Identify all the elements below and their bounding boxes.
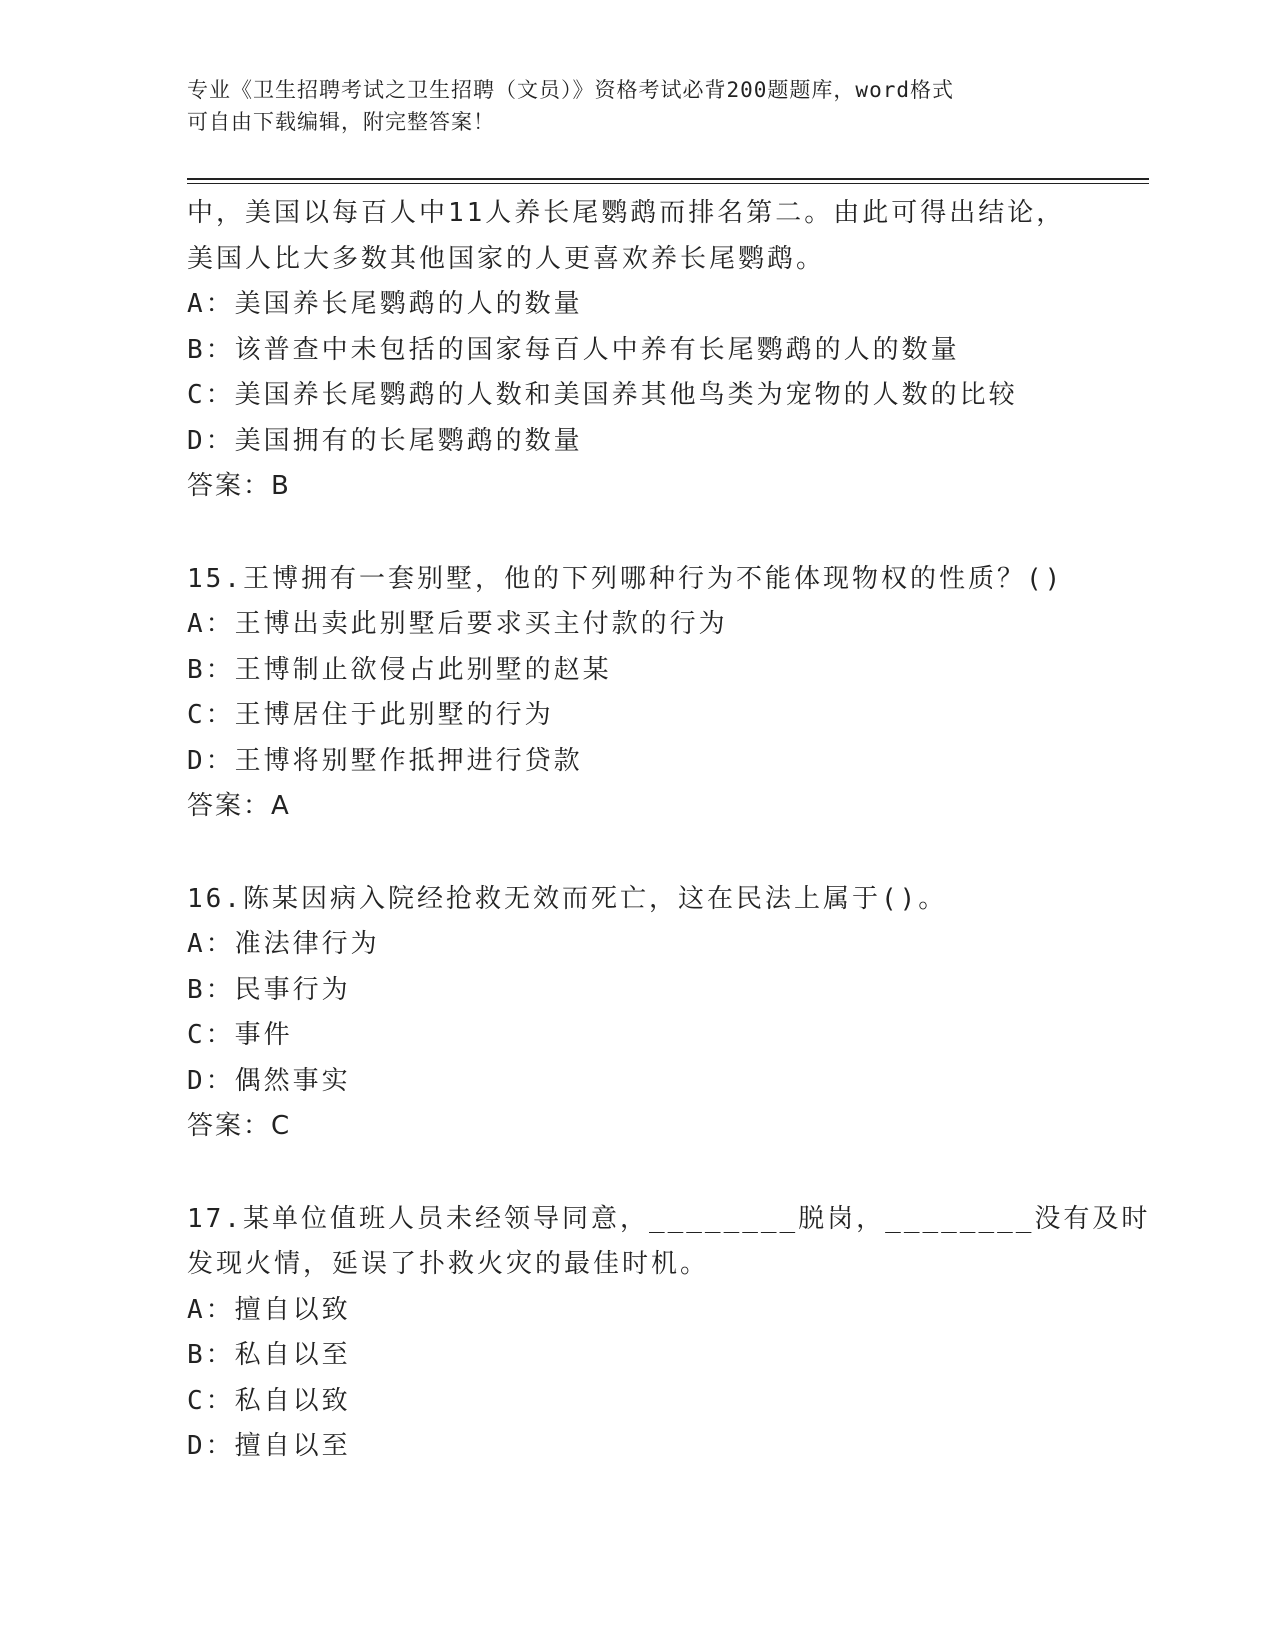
question-16	[187, 877, 1087, 1150]
header-line-1: 专业《卫生招聘考试之卫生招聘（文员）》资格考试必背200题题库，word格式	[187, 78, 954, 102]
question-stem: 美国人比大多数其他国家的人更喜欢养长尾鹦鹉。	[187, 243, 826, 274]
option-a: A：擅自以致	[187, 1294, 351, 1325]
option-b: B：该普查中未包括的国家每百人中养有长尾鹦鹉的人的数量	[187, 334, 960, 365]
option-d: D：王博将别墅作抵押进行贷款	[187, 745, 583, 776]
header-divider-thick	[187, 178, 1149, 180]
question-stem: 16.陈某因病入院经抢救无效而死亡，这在民法上属于()。	[187, 883, 948, 914]
question-stem: 发现火情，延误了扑救火灾的最佳时机。	[187, 1249, 710, 1279]
option-c: C：私自以致	[187, 1385, 351, 1416]
header-line-2: 可自由下载编辑，附完整答案！	[187, 110, 495, 134]
option-d: D：美国拥有的长尾鹦鹉的数量	[187, 425, 583, 456]
answer: 答案：C	[187, 1111, 292, 1141]
answer: 答案：B	[187, 471, 291, 501]
question-list	[187, 191, 1151, 1470]
question-stem: 15.王博拥有一套别墅，他的下列哪种行为不能体现物权的性质？()	[187, 563, 1064, 594]
option-b: B：王博制止欲侵占此别墅的赵某	[187, 654, 612, 685]
question-15	[187, 557, 1087, 830]
option-d: D：擅自以至	[187, 1431, 351, 1461]
option-c: C：王博居住于此别墅的行为	[187, 700, 554, 730]
option-a: A：美国养长尾鹦鹉的人的数量	[187, 289, 583, 319]
option-b: B：私自以至	[187, 1340, 351, 1370]
header-divider-thin	[187, 183, 1149, 184]
option-a: A：王博出卖此别墅后要求买主付款的行为	[187, 609, 728, 639]
option-a: A：准法律行为	[187, 929, 380, 959]
question-14	[187, 191, 1087, 510]
answer: 答案：A	[187, 791, 291, 821]
question-stem: 17.某单位值班人员未经领导同意，________脱岗，________没有及时	[187, 1203, 1151, 1234]
question-stem: 中，美国以每百人中11人养长尾鹦鹉而排名第二。由此可得出结论，	[187, 198, 1066, 228]
option-b: B：民事行为	[187, 974, 351, 1005]
document-header	[187, 74, 1067, 138]
question-17	[187, 1197, 1151, 1470]
option-c: C：事件	[187, 1020, 293, 1050]
option-d: D：偶然事实	[187, 1065, 351, 1096]
option-c: C：美国养长尾鹦鹉的人数和美国养其他鸟类为宠物的人数的比较	[187, 380, 1018, 410]
